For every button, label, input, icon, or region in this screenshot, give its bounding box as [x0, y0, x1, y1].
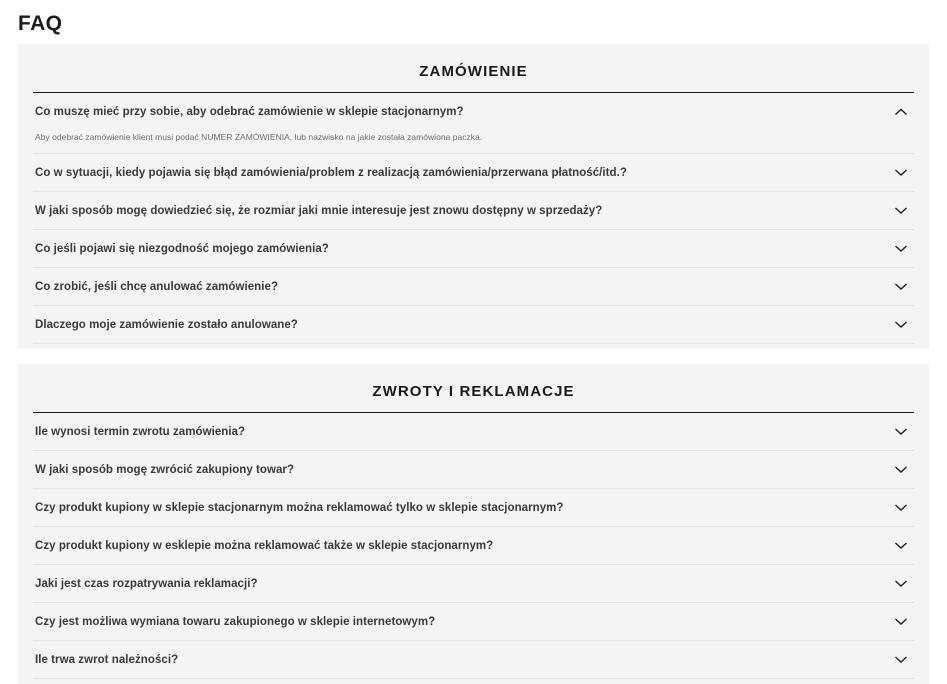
faq-question-text: Co muszę mieć przy sobie, aby odebrać zamówienie w sklepie stacjonarnym?	[35, 106, 464, 118]
faq-item	[33, 641, 914, 679]
chevron-down-icon[interactable]	[894, 166, 908, 180]
faq-sections-container	[0, 44, 947, 684]
faq-item	[33, 93, 914, 154]
page-title: FAQ	[18, 12, 63, 35]
chevron-down-icon[interactable]	[894, 280, 908, 294]
faq-item	[33, 489, 914, 527]
faq-question-text: Co zrobić, jeśli chcę anulować zamówienie?	[35, 281, 279, 293]
faq-list	[33, 93, 914, 344]
faq-item	[33, 565, 914, 603]
chevron-down-icon[interactable]	[894, 653, 908, 667]
faq-item	[33, 527, 914, 565]
section-title: ZAMÓWIENIE	[419, 63, 528, 80]
faq-question-text: Dlaczego moje zamówienie zostało anulowane?	[35, 319, 298, 331]
faq-question-text: Czy jest możliwa wymiana towaru zakupionego w sklepie internetowym?	[35, 616, 436, 628]
faq-question-row[interactable]	[33, 154, 914, 191]
faq-question-row[interactable]	[33, 527, 914, 564]
section-title: ZWROTY I REKLAMACJE	[372, 383, 575, 400]
faq-item	[33, 154, 914, 192]
faq-answer-text: Aby odebrać zamówienie klient musi podać NUMER ZAMÓWIENIA, lub nazwisko na jakie została zamówiona paczka.	[35, 132, 483, 142]
faq-item	[33, 306, 914, 344]
chevron-down-icon[interactable]	[894, 204, 908, 218]
chevron-down-icon[interactable]	[894, 318, 908, 332]
faq-item	[33, 192, 914, 230]
faq-section	[18, 364, 929, 684]
faq-question-text: Czy produkt kupiony w esklepie można reklamować także w sklepie stacjonarnym?	[35, 540, 494, 552]
faq-question-text: Co w sytuacji, kiedy pojawia się błąd zamówienia/problem z realizacją zamówienia/przerwana płatność/itd.?	[35, 167, 627, 179]
faq-question-row[interactable]	[33, 93, 914, 130]
chevron-down-icon[interactable]	[894, 577, 908, 591]
faq-question-row[interactable]	[33, 451, 914, 488]
faq-question-row[interactable]	[33, 603, 914, 640]
faq-question-row[interactable]	[33, 565, 914, 602]
faq-question-text: Jaki jest czas rozpatrywania reklamacji?	[35, 578, 258, 590]
chevron-down-icon[interactable]	[894, 463, 908, 477]
faq-item	[33, 451, 914, 489]
faq-item	[33, 268, 914, 306]
faq-list	[33, 413, 914, 679]
faq-question-text: Ile trwa zwrot należności?	[35, 654, 179, 666]
faq-section	[18, 44, 929, 349]
faq-question-row[interactable]	[33, 192, 914, 229]
chevron-down-icon[interactable]	[894, 425, 908, 439]
faq-question-text: Co jeśli pojawi się niezgodność mojego zamówienia?	[35, 243, 329, 255]
faq-question-row[interactable]	[33, 306, 914, 343]
faq-question-row[interactable]	[33, 641, 914, 678]
faq-question-row[interactable]	[33, 489, 914, 526]
faq-item	[33, 230, 914, 268]
faq-question-row[interactable]	[33, 268, 914, 305]
chevron-down-icon[interactable]	[894, 615, 908, 629]
chevron-down-icon[interactable]	[894, 501, 908, 515]
chevron-down-icon[interactable]	[894, 539, 908, 553]
faq-question-row[interactable]	[33, 413, 914, 450]
faq-question-text: Ile wynosi termin zwrotu zamówienia?	[35, 426, 246, 438]
faq-question-row[interactable]	[33, 230, 914, 267]
chevron-down-icon[interactable]	[894, 242, 908, 256]
faq-item	[33, 413, 914, 451]
faq-question-text: Czy produkt kupiony w sklepie stacjonarnym można reklamować tylko w sklepie stacjonarnym?	[35, 502, 564, 514]
faq-item	[33, 603, 914, 641]
faq-question-text: W jaki sposób mogę dowiedzieć się, że rozmiar jaki mnie interesuje jest znowu dostępny w sprzedaży?	[35, 205, 603, 217]
faq-question-text: W jaki sposób mogę zwrócić zakupiony towar?	[35, 464, 295, 476]
chevron-up-icon[interactable]	[894, 105, 908, 119]
